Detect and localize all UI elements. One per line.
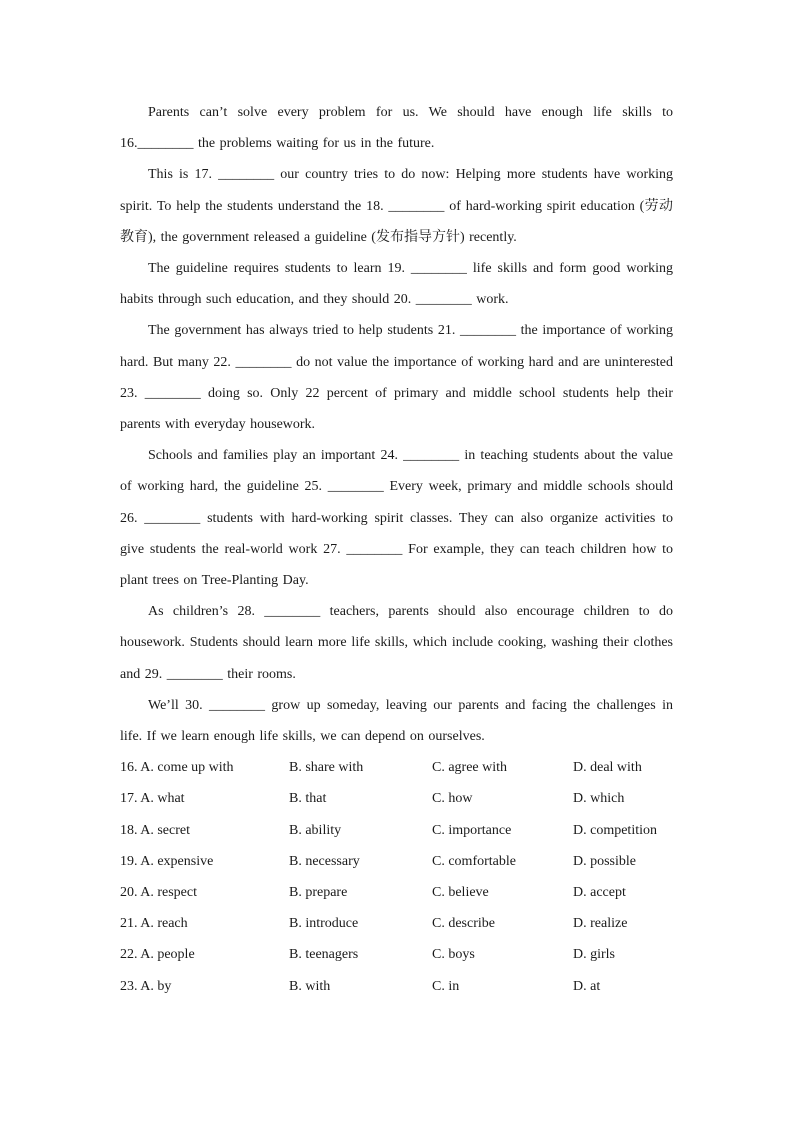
option-a: 18. A. secret (120, 822, 190, 838)
option-c: C. boys (432, 947, 475, 963)
paragraph-6: As children’s 28. ________ teachers, parents should also encourage children to do housework. Students should learn more life skills, which include cooking, washing their clothes and 29. ________ their rooms. (120, 604, 673, 682)
option-d: D. which (573, 791, 625, 807)
option-b: B. prepare (289, 885, 348, 901)
paragraph-1: Parents can’t solve every problem for us. We should have enough life skills to 16.________ the problems waiting for us in the future. (120, 105, 673, 152)
option-d: D. at (573, 978, 601, 994)
option-b: B. share with (289, 760, 364, 776)
paragraph-2: This is 17. ________ our country tries to do now: Helping more students have working spirit. To help the students understand the 18. ________ of hard-working spirit education (劳动教育), the government released a guideline (发布指导方针) recently. (120, 167, 673, 245)
option-d: D. competition (573, 822, 657, 838)
paragraph-3: The guideline requires students to learn 19. ________ life skills and form good working habits through such education, and they should 20. ________ work. (120, 261, 673, 308)
option-a: 16. A. come up with (120, 760, 234, 776)
option-d: D. deal with (573, 760, 642, 776)
passage (120, 97, 673, 752)
option-row-19 (120, 846, 673, 877)
option-d: D. realize (573, 916, 628, 932)
option-row-20 (120, 877, 673, 908)
paragraph-4: The government has always tried to help students 21. ________ the importance of working hard. But many 22. ________ do not value the importance of working hard and are uninterested 23. ________ doing so. Only 22 percent of primary and middle school students help their parents with everyday housework. (120, 323, 673, 433)
option-row-17 (120, 783, 673, 814)
option-c: C. how (432, 791, 473, 807)
option-c: C. importance (432, 822, 512, 838)
option-row-16 (120, 752, 673, 783)
option-a: 21. A. reach (120, 916, 188, 932)
option-c: C. comfortable (432, 853, 516, 869)
document-page (120, 97, 673, 1002)
option-c: C. in (432, 978, 460, 994)
option-a: 17. A. what (120, 791, 185, 807)
option-row-21 (120, 908, 673, 939)
option-c: C. agree with (432, 760, 508, 776)
option-a: 23. A. by (120, 978, 172, 994)
option-b: B. teenagers (289, 947, 359, 963)
option-b: B. introduce (289, 916, 359, 932)
option-a: 22. A. people (120, 947, 195, 963)
paragraph-5: Schools and families play an important 24. ________ in teaching students about the value of working hard, the guideline 25. ________ Every week, primary and middle schools should 26. ________ students with hard-working spirit classes. They can also organize activities to give students the real-world work 27. ________ For example, they can teach children how to plant trees on Tree-Planting Day. (120, 448, 673, 589)
option-d: D. possible (573, 853, 636, 869)
option-b: B. that (289, 791, 327, 807)
option-d: D. girls (573, 947, 615, 963)
option-row-23 (120, 971, 673, 1002)
option-b: B. necessary (289, 853, 360, 869)
option-row-22 (120, 939, 673, 970)
option-d: D. accept (573, 885, 626, 901)
option-row-18 (120, 815, 673, 846)
paragraph-7: We’ll 30. ________ grow up someday, leaving our parents and facing the challenges in life. If we learn enough life skills, we can depend on ourselves. (120, 697, 673, 745)
option-b: B. with (289, 978, 331, 994)
option-c: C. describe (432, 916, 495, 932)
option-b: B. ability (289, 822, 342, 838)
option-a: 20. A. respect (120, 885, 197, 901)
option-c: C. believe (432, 885, 489, 901)
option-a: 19. A. expensive (120, 853, 214, 869)
answer-options (120, 752, 673, 1002)
